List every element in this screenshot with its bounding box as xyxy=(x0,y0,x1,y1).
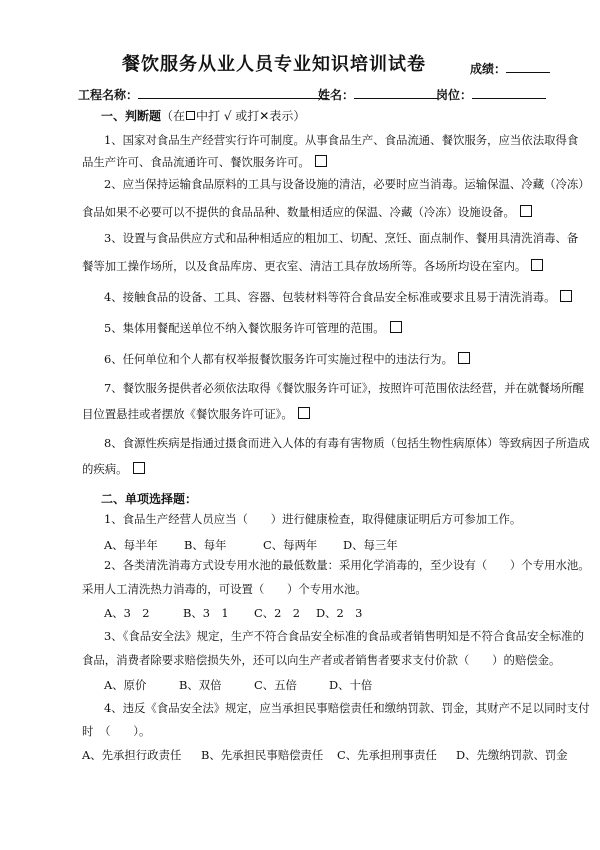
choice-q4-line2: 时 （ ）。 xyxy=(82,724,151,738)
position-field[interactable] xyxy=(436,86,546,103)
judge-q1-text2: 品生产许可、食品流通许可、餐饮服务许可。 xyxy=(82,155,310,169)
judge-q2-checkbox[interactable] xyxy=(520,205,532,217)
section-choice-heading xyxy=(101,490,197,507)
score-blank[interactable] xyxy=(506,60,550,73)
choice-q2-option-b[interactable]: B、3 1 xyxy=(183,606,229,620)
choice-q4-line1: 4、违反《食品安全法》规定，应当承担民事赔偿责任和缴纳罚款、罚金，其财产不足以同时支付 xyxy=(104,701,590,715)
section2-title: 二、单项选择题： xyxy=(101,492,198,506)
score-field[interactable] xyxy=(470,60,550,77)
section1-title: 一、判断题 xyxy=(101,109,162,123)
choice-q1-option-d[interactable]: D、每三年 xyxy=(343,538,398,552)
judge-q7-line1: 7、餐饮服务提供者必须依法取得《餐饮服务许可证》，按照许可范围依法经营，并在就餐场所醒 xyxy=(104,381,584,395)
judge-q1-line1: 1、国家对食品生产经营实行许可制度。从事食品生产、食品流通、餐饮服务，应当依法取得食 xyxy=(104,133,579,147)
choice-q4-option-c[interactable]: C、先承担刑事责任 xyxy=(337,748,437,762)
position-label: 岗位： xyxy=(436,88,473,102)
judge-q3-checkbox[interactable] xyxy=(531,259,543,271)
judge-q8-checkbox[interactable] xyxy=(133,462,145,474)
judge-q8-text2: 的疾病。 xyxy=(82,462,128,476)
choice-q3-options xyxy=(104,673,372,698)
judge-q8-line1: 8、食源性疾病是指通过摄食而进入人体的有毒有害物质（包括生物性病原体）等致病因子所造成 xyxy=(104,436,590,450)
judge-q7-text2: 目位置悬挂或者摆放《餐饮服务许可证》。 xyxy=(82,407,293,421)
judge-q5-text: 5、集体用餐配送单位不纳入餐饮服务许可管理的范围。 xyxy=(104,321,385,335)
choice-q2-options xyxy=(104,601,362,626)
checkbox-sample-icon xyxy=(186,111,195,120)
name-field[interactable] xyxy=(318,86,438,103)
judge-q3-line1: 3、设置与食品供应方式和品种相适应的粗加工、切配、烹饪、面点制作、餐用具清洗消毒、备 xyxy=(104,231,579,245)
judge-q5-checkbox[interactable] xyxy=(390,321,402,333)
judge-q7-checkbox[interactable] xyxy=(298,407,310,419)
choice-q3-option-d[interactable]: D、十倍 xyxy=(329,678,373,692)
choice-q4-option-a[interactable]: A、先承担行政责任 xyxy=(82,748,182,762)
instruction-post: 中打 √ 或打✕表示） xyxy=(196,109,306,123)
judge-q3-line2 xyxy=(82,254,543,279)
choice-q1-option-a[interactable]: A、每半年 xyxy=(104,538,158,552)
judge-q4-text: 4、接触食品的设备、工具、容器、包装材料等符合食品安全标准或要求且易于清洗消毒。 xyxy=(104,290,556,304)
choice-q1-line1: 1、食品生产经营人员应当（ ）进行健康检查，取得健康证明后方可参加工作。 xyxy=(104,512,522,526)
choice-q3-line1: 3、《食品安全法》规定，生产不符合食品安全标准的食品或者销售明知是不符合食品安全标准的 xyxy=(104,629,584,643)
section-judgement-heading xyxy=(101,107,305,124)
judge-q2-line1: 2、应当保持运输食品原料的工具与设备设施的清洁，必要时应当消毒。运输保温、冷藏（冷冻） xyxy=(104,177,590,191)
position-blank[interactable] xyxy=(472,86,546,99)
choice-q3-line2: 食品，消费者除要求赔偿损失外，还可以向生产者或者销售者要求支付价款（ ）的赔偿金。 xyxy=(82,653,561,667)
judge-q8-line2 xyxy=(82,457,145,482)
judge-q1-checkbox[interactable] xyxy=(315,155,327,167)
judge-q6-text: 6、任何单位和个人都有权举报餐饮服务许可实施过程中的违法行为。 xyxy=(104,352,453,366)
score-label: 成绩： xyxy=(470,62,507,76)
choice-q4-options xyxy=(82,743,568,768)
choice-q1-option-c[interactable]: C、每两年 xyxy=(263,538,318,552)
judge-q6-line1 xyxy=(104,347,470,372)
judge-q4-checkbox[interactable] xyxy=(560,290,572,302)
project-label: 工程名称： xyxy=(78,88,139,102)
judge-q2-text2: 食品如果不必要可以不提供的食品品种、数量相适应的保温、冷藏（冷冻）设施设备。 xyxy=(82,205,515,219)
judge-q6-checkbox[interactable] xyxy=(458,352,470,364)
choice-q4-option-d[interactable]: D、先缴纳罚款、罚金 xyxy=(456,748,568,762)
judge-q3-text2: 餐等加工操作场所，以及食品库房、更衣室、清洁工具存放场所等。各场所均设在室内。 xyxy=(82,259,527,273)
choice-q2-option-c[interactable]: C、2 2 xyxy=(254,606,300,620)
project-field[interactable] xyxy=(78,86,328,103)
choice-q3-option-b[interactable]: B、双倍 xyxy=(179,678,222,692)
page-title: 餐饮服务从业人员专业知识培训试卷 xyxy=(122,54,426,75)
choice-q2-option-d[interactable]: D、2 3 xyxy=(316,606,363,620)
choice-q1-option-b[interactable]: B、每年 xyxy=(184,538,227,552)
choice-q3-option-c[interactable]: C、五倍 xyxy=(254,678,297,692)
judge-q7-line2 xyxy=(82,402,310,427)
choice-q4-option-b[interactable]: B、先承担民事赔偿责任 xyxy=(201,748,324,762)
judge-q4-line1 xyxy=(104,285,572,310)
judge-q5-line1 xyxy=(104,316,402,341)
instruction-pre: （在 xyxy=(161,109,186,123)
choice-q2-line1: 2、各类清洗消毒方式设专用水池的最低数量：采用化学消毒的，至少设有（ ）个专用水池。 xyxy=(104,558,590,572)
judge-q2-line2 xyxy=(82,200,532,225)
choice-q2-option-a[interactable]: A、3 2 xyxy=(104,606,150,620)
name-label: 姓名： xyxy=(318,88,355,102)
name-blank[interactable] xyxy=(354,86,438,99)
choice-q3-option-a[interactable]: A、原价 xyxy=(104,678,147,692)
project-blank[interactable] xyxy=(138,86,328,99)
choice-q2-line2: 采用人工清洗热力消毒的，可设置（ ）个专用水池。 xyxy=(82,582,367,596)
